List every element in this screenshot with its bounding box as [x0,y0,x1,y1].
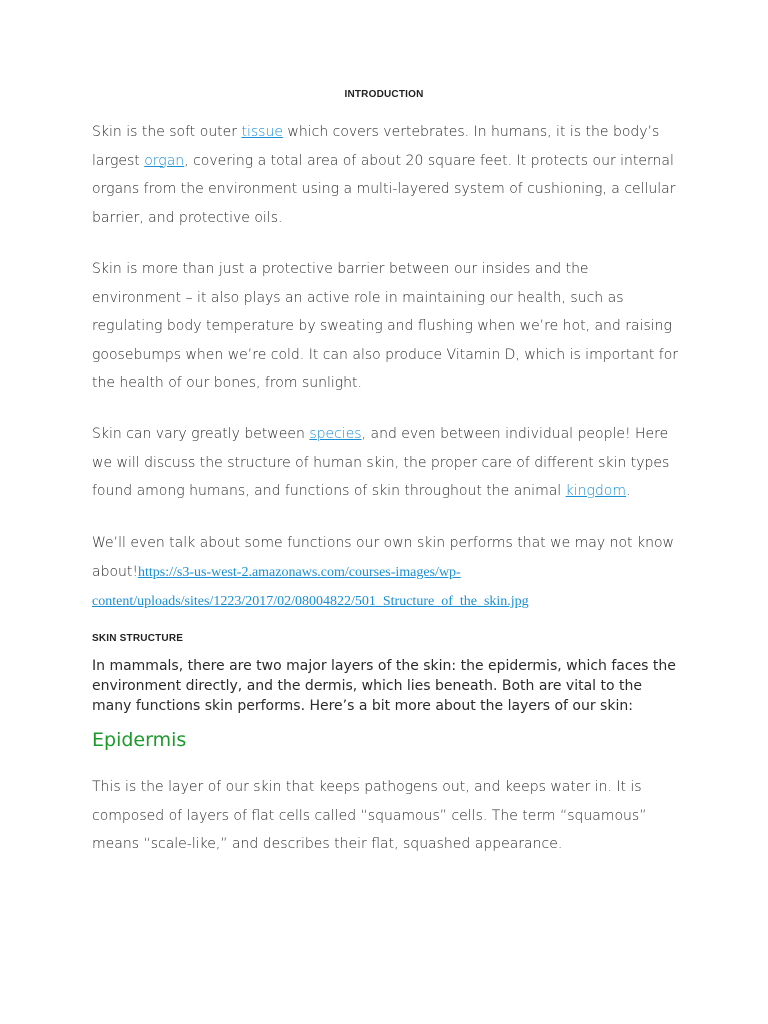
epidermis-heading: Epidermis [92,729,187,751]
p3-text-1: Skin can vary greatly between [92,426,310,442]
intro-paragraph-3 [92,420,682,506]
p1-text-1: Skin is the soft outer [92,124,242,140]
species-link[interactable]: species [309,426,362,442]
skin-structure-paragraph: In mammals, there are two major layers of the skin: the epidermis, which faces the environment directly, and the dermis, which lies beneath. Both are vital to the many functions skin performs. Here’s a bit more about the layers of our skin: [92,658,676,714]
tissue-link[interactable]: tissue [241,124,283,140]
skin-structure-image-link-part2[interactable]: content/uploads/sites/1223/2017/02/08004822/501_Structure_of_the_skin.jpg [92,594,529,609]
p1-text-3: , covering a total area of about 20 square feet. It protects our internal organs from the environment using a multi-layered system of cushioning, a cellular barrier, and protective oils. [92,152,676,226]
p3-text-3: . [626,483,631,499]
kingdom-link[interactable]: kingdom [565,483,626,499]
introduction-heading: INTRODUCTION [344,89,424,100]
p1-text-2: which covers vertebrates. In humans, it is the body’s largest [92,124,660,169]
p4-text: We’ll even talk about some functions our own skin performs that we may not know about! [92,535,674,580]
intro-paragraph-1 [92,118,682,232]
skin-structure-heading: SKIN STRUCTURE [92,633,184,644]
p3-text-2: , and even between individual people! Here we will discuss the structure of human skin, the proper care of different skin types found among humans, and functions of skin throughout the animal [92,426,670,499]
organ-link[interactable]: organ [144,152,185,169]
epidermis-paragraph: This is the layer of our skin that keeps pathogens out, and keeps water in. It is composed of layers of flat cells called “squamous” cells. The term “squamous” means “scale-like,” and describes their flat, squashed appearance. [92,779,647,852]
intro-paragraph-4 [92,529,682,617]
intro-paragraph-2: Skin is more than just a protective barrier between our insides and the environment – it also plays an active role in maintaining our health, such as regulating body temperature by sweating and flushing when we’re hot, and raising goosebumps when we’re cold. It can also produce Vitamin D, which is important for the health of our bones, from sunlight. [92,261,679,391]
skin-structure-image-link-part1[interactable]: https://s3-us-west-2.amazonaws.com/courses-images/wp- [138,564,461,580]
